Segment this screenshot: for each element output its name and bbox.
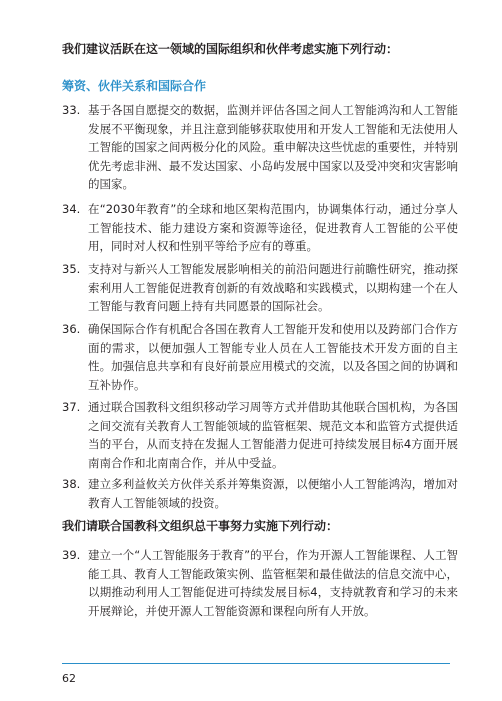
list-item-39 (62, 546, 458, 620)
item-text: 在“2030年教育”的全球和地区架构范围内，协调集体行动，通过分享人工智能技术、能力建设方案和资源等途径，促进教育人工智能的公平使用，同时对人权和性别平等给予应有的尊重。 (88, 202, 458, 253)
list-item-37 (62, 398, 458, 472)
list-item-34 (62, 200, 458, 256)
list-item-38 (62, 475, 458, 512)
item-number: 34. (62, 202, 81, 216)
section-heading: 筹资、伙伴关系和国际合作 (62, 79, 207, 93)
item-number: 37. (62, 400, 81, 414)
item-number: 35. (62, 262, 81, 276)
item-text: 支持对与新兴人工智能发展影响相关的前沿问题进行前瞻性研究，推动探索利用人工智能促进教育创新的有效战略和实践模式，以期构建一个在人工智能与教育问题上持有共同愿景的国际社会。 (88, 262, 458, 313)
intro-paragraph: 我们建议活跃在这一领域的国际组织和伙伴考虑实施下列行动： (62, 42, 399, 56)
item-number: 39. (62, 548, 81, 562)
list-item-33 (62, 101, 458, 194)
item-text: 建立多利益攸关方伙伴关系并筹集资源，以便缩小人工智能鸿沟，增加对教育人工智能领域的投资。 (88, 477, 458, 510)
page-number: 62 (62, 672, 76, 685)
intro-paragraph-2: 我们请联合国教科文组织总干事努力实施下列行动： (62, 519, 339, 533)
item-text: 建立一个“人工智能服务于教育”的平台，作为开源人工智能课程、人工智能工具、教育人工智能政策实例、监管框架和最佳做法的信息交流中心，以期推动利用人工智能促进可持续发展目标4，支持就教育和学习的未来开展辩论，并使开源人工智能资源和课程向所有人开放。 (88, 548, 458, 618)
item-number: 33. (62, 103, 81, 117)
item-number: 38. (62, 477, 81, 491)
item-text: 基于各国自愿提交的数据，监测并评估各国之间人工智能鸿沟和人工智能发展不平衡现象，并且注意到能够获取使用和开发人工智能和无法使用人工智能的国家之间两极分化的风险。重申解决这些忧虑的重要性，并特别优先考虑非洲、最不发达国家、小岛屿发展中国家以及受冲突和灾害影响的国家。 (88, 103, 458, 191)
list-item-35 (62, 260, 458, 316)
item-number: 36. (62, 322, 81, 336)
item-text: 通过联合国教科文组织移动学习周等方式并借助其他联合国机构，为各国之间交流有关教育人工智能领域的监管框架、规范文本和监管方式提供适当的平台，从而支持在发掘人工智能潜力促进可持续发展目标4方面开展南南合作和北南南合作，并从中受益。 (88, 400, 458, 470)
footer-divider (62, 663, 450, 664)
item-text: 确保国际合作有机配合各国在教育人工智能开发和使用以及跨部门合作方面的需求，以便加强人工智能专业人员在人工智能技术开发方面的自主性。加强信息共享和有良好前景应用模式的交流，以及各国之间的协调和互补协作。 (88, 322, 458, 392)
list-item-36 (62, 320, 458, 394)
